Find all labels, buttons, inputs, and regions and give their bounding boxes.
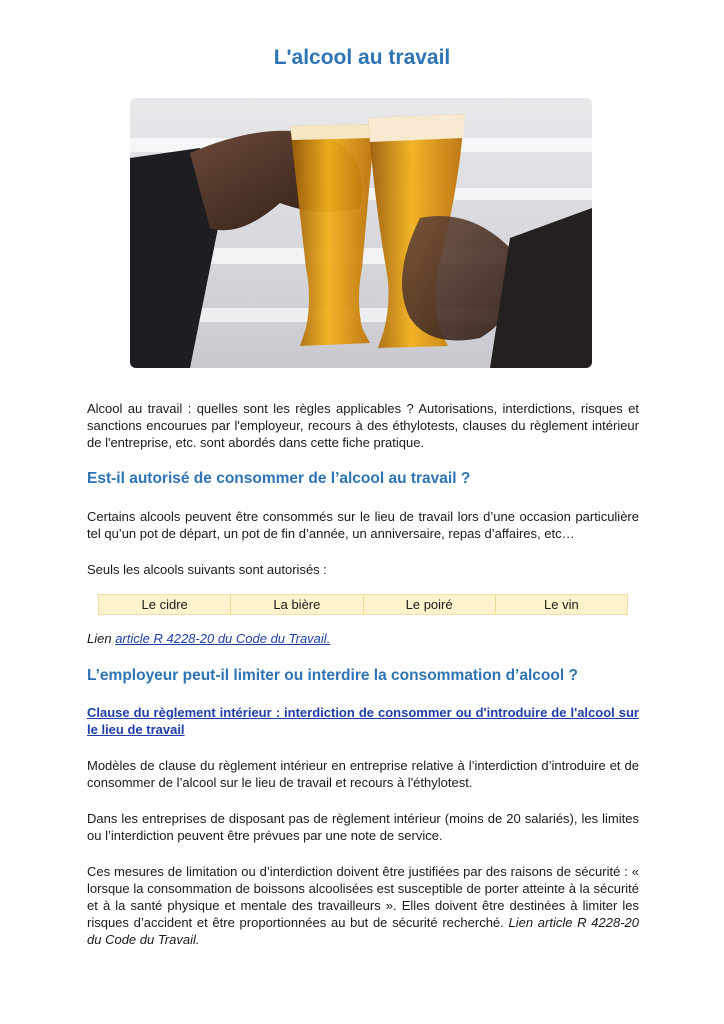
justification-paragraph — [87, 863, 639, 948]
justification-text: Ces mesures de limitation ou d’interdiction doivent être justifiées par des raisons de sécurité : « lorsque la consommation de boissons alcoolisées est susceptible de porter atteinte à la sécurité et à la santé physique et mentale des travailleurs ». Elles doivent être destinées à limiter les risques d’accident et être proportionnées au but de sécurité recherché. — [87, 864, 639, 930]
code-travail-link[interactable]: article R 4228-20 du Code du Travail. — [115, 631, 331, 646]
link-prefix: Lien — [87, 631, 116, 646]
code-link-line — [87, 630, 639, 647]
beer-glasses-image — [130, 98, 592, 368]
allowed-drink-cell: Le poiré — [363, 595, 495, 614]
small-companies-paragraph: Dans les entreprises de disposant pas de règlement intérieur (moins de 20 salariés), les limites ou l’interdiction peuvent être prévues par une note de service. — [87, 811, 639, 843]
allowed-drink-cell: La bière — [230, 595, 362, 614]
beer-toast-photo — [130, 98, 592, 368]
models-paragraph: Modèles de clause du règlement intérieur en entreprise relative à l’interdiction d’introduire et de consommer de l’alcool sur le lieu de travail et recours à l'éthylotest. — [87, 758, 639, 790]
allowed-intro: Seuls les alcools suivants sont autorisés : — [87, 562, 327, 577]
allowed-drink-cell: Le cidre — [141, 597, 188, 612]
page-title: L'alcool au travail — [273, 46, 451, 69]
section-heading-allowed: Est-il autorisé de consommer de l’alcool au travail ? — [87, 470, 471, 487]
occasion-paragraph: Certains alcools peuvent être consommés sur le lieu de travail lors d’une occasion particulière tel qu’un pot de départ, un pot de fin d’année, un anniversaire, repas d’affaires, etc… — [87, 509, 639, 541]
allowed-drinks-table — [98, 594, 628, 615]
clause-link[interactable]: Clause du règlement intérieur : interdiction de consommer ou d'introduire de l'alcool sur le lieu de travail — [87, 705, 639, 737]
intro-paragraph: Alcool au travail : quelles sont les règles applicables ? Autorisations, interdictions, risques et sanctions encourues par l'employeur, recours à des éthylotests, clauses du règlement intérieur de l'entreprise, etc. sont abordés dans cette fiche pratique. — [87, 401, 639, 450]
article-reference: Lien article R 4228-20 du Code du Travail. — [87, 915, 639, 947]
allowed-drink-cell: Le vin — [495, 595, 627, 614]
section-heading-employer: L’employeur peut-il limiter ou interdire la consommation d’alcool ? — [87, 667, 578, 684]
clause-link-block — [87, 704, 639, 738]
